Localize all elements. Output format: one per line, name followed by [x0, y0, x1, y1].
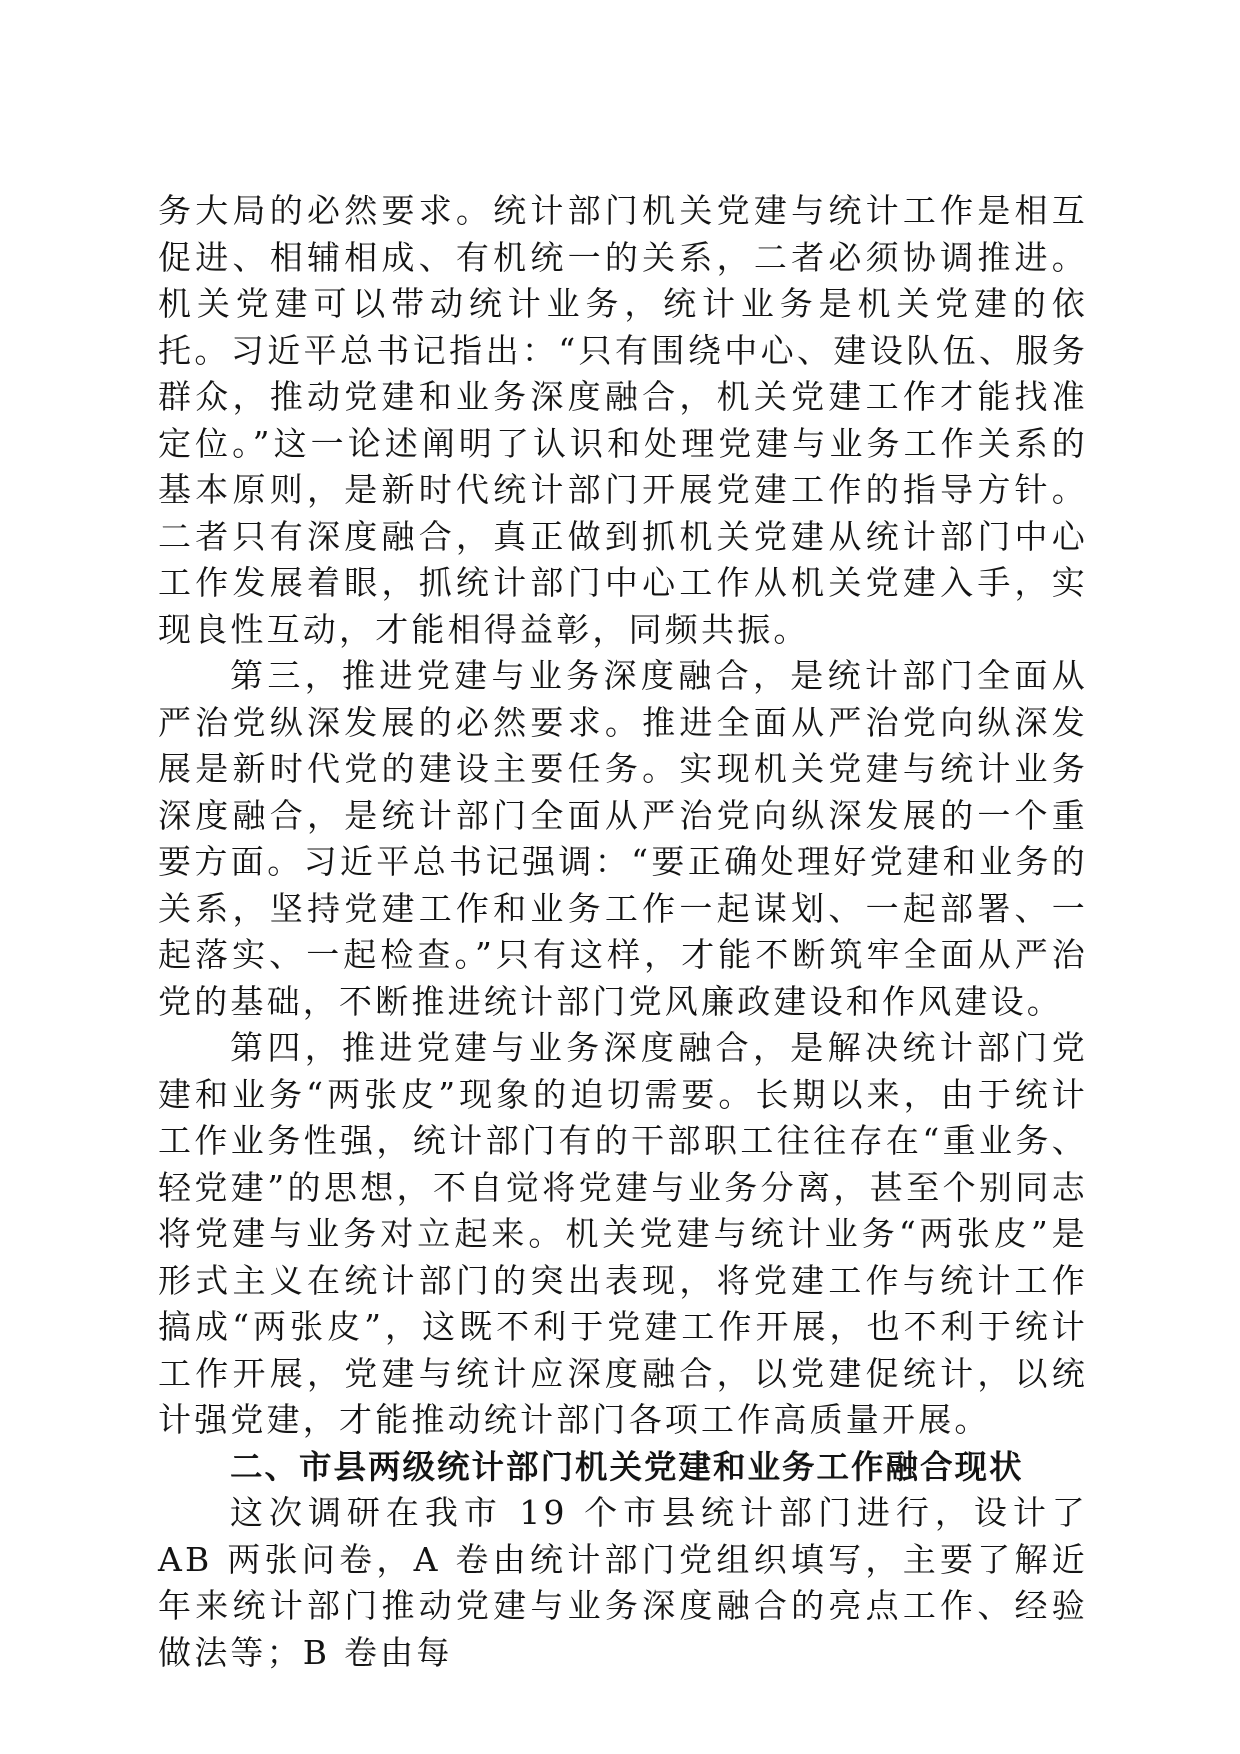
paragraph-continuation: 务大局的必然要求。统计部门机关党建与统计工作是相互促进、相辅相成、有机统一的关系，二者必须协调推进。机关党建可以带动统计业务，统计业务是机关党建的依托。习近平总书记指出：“只有围绕中心、建设队伍、服务群众，推动党建和业务深度融合，机关党建工作才能找准定位。”这一论述阐明了认识和处理党建与业务工作关系的基本原则，是新时代统计部门开展党建工作的指导方针。二者只有深度融合，真正做到抓机关党建从统计部门中心工作发展着眼，抓统计部门中心工作从机关党建入手，实现良性互动，才能相得益彰，同频共振。: [158, 191, 1088, 649]
paragraph-survey: 这次调研在我市 19 个市县统计部门进行，设计了 AB 两张问卷，A 卷由统计部门党组织填写，主要了解近年来统计部门推动党建与业务深度融合的亮点工作、经验做法等；B 卷由每: [158, 1493, 1088, 1672]
section-heading: 二、市县两级统计部门机关党建和业务工作融合现状: [230, 1447, 1024, 1486]
paragraph-fourth: 第四，推进党建与业务深度融合，是解决统计部门党建和业务“两张皮”现象的迫切需要。长期以来，由于统计工作业务性强，统计部门有的干部职工往往存在“重业务、轻党建”的思想，不自觉将党建与业务分离，甚至个别同志将党建与业务对立起来。机关党建与统计业务“两张皮”是形式主义在统计部门的突出表现，将党建工作与统计工作搞成“两张皮”，这既不利于党建工作开展，也不利于统计工作开展，党建与统计应深度融合，以党建促统计，以统计强党建，才能推动统计部门各项工作高质量开展。: [158, 1028, 1088, 1439]
paragraph-third: 第三，推进党建与业务深度融合，是统计部门全面从严治党纵深发展的必然要求。推进全面从严治党向纵深发展是新时代党的建设主要任务。实现机关党建与统计业务深度融合，是统计部门全面从严治党向纵深发展的一个重要方面。习近平总书记强调：“要正确处理好党建和业务的关系，坚持党建工作和业务工作一起谋划、一起部署、一起落实、一起检查。”只有这样，才能不断筑牢全面从严治党的基础，不断推进统计部门党风廉政建设和作风建设。: [158, 656, 1088, 1021]
body-text: [158, 188, 1088, 1676]
